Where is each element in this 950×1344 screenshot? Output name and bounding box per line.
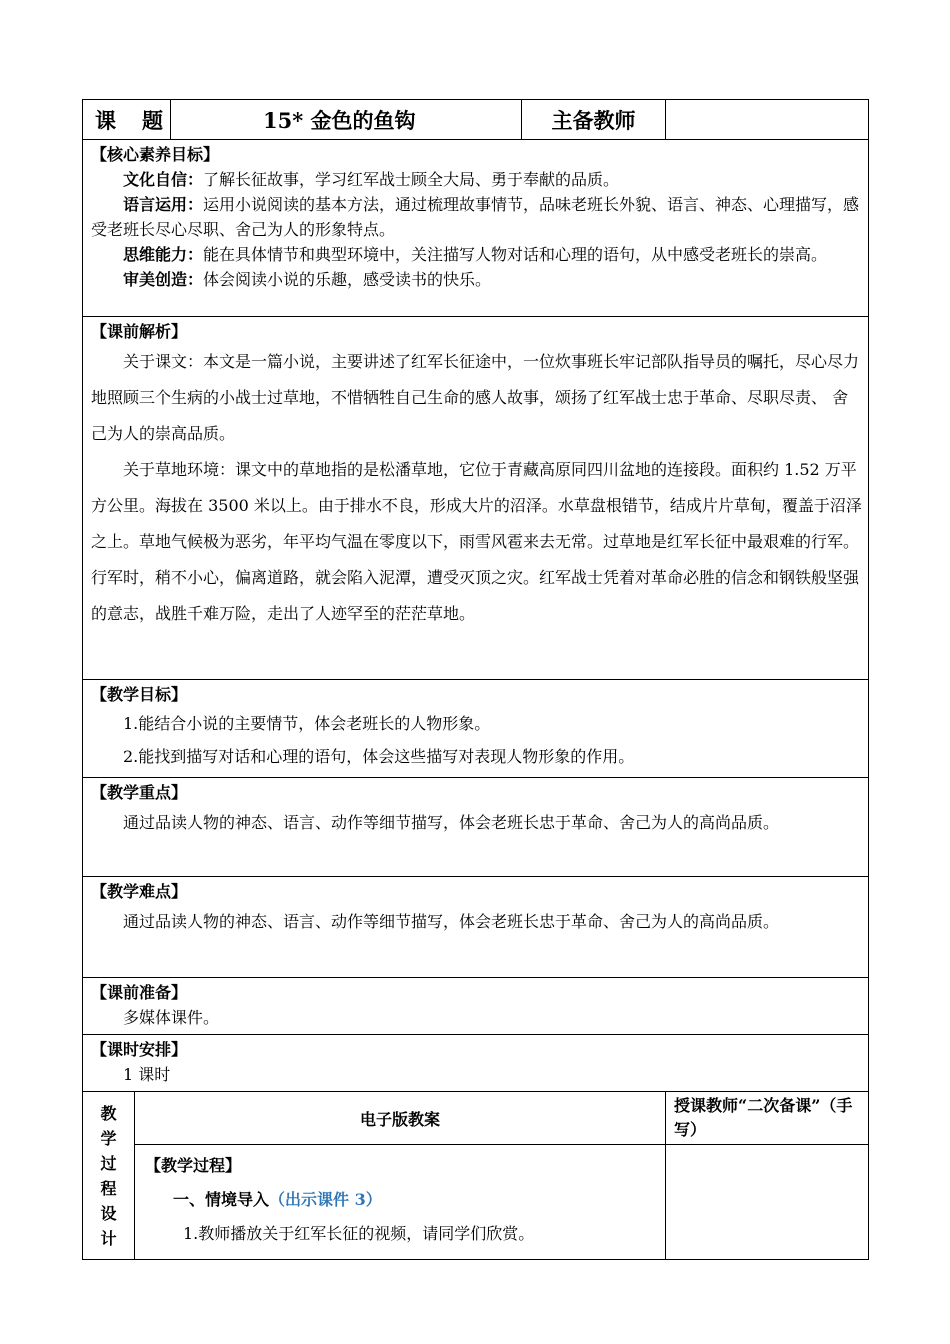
core-goal-item: 语言运用：运用小说阅读的基本方法，通过梳理故事情节，品味老班长外貌、语言、神态、心理描写，感受老班长尽心尽职、舍己为人的形象特点。 xyxy=(91,195,860,239)
handwritten-prep-cell[interactable] xyxy=(666,1145,869,1260)
header-row xyxy=(83,100,869,140)
key-points-text: 通过品读人物的神态、语言、动作等细节描写，体会老班长忠于革命、舍己为人的高尚品质。 xyxy=(123,813,780,832)
prep-cell xyxy=(83,978,869,1035)
process-body-row xyxy=(83,1145,869,1260)
goals-row xyxy=(83,680,869,778)
goals-cell xyxy=(83,680,869,778)
prep-row xyxy=(83,978,869,1035)
topic-value: 15* 金色的鱼钩 xyxy=(171,100,522,140)
process-header-row xyxy=(83,1092,869,1145)
goals-title: 【教学目标】 xyxy=(91,685,188,704)
teacher-label: 主备教师 xyxy=(522,100,666,140)
key-points-row xyxy=(83,778,869,877)
step1-line: 1.教师播放关于红军长征的视频，请同学们欣赏。 xyxy=(183,1224,535,1243)
key-points-cell xyxy=(83,778,869,877)
process-side-label: 教 学 过 程 设 计 xyxy=(83,1092,135,1260)
core-goal-item: 文化自信：了解长征故事，学习红军战士顾全大局、勇于奉献的品质。 xyxy=(123,170,620,189)
core-goal-item: 审美创造：体会阅读小说的乐趣，感受读书的快乐。 xyxy=(123,270,492,289)
goal-item: 1.能结合小说的主要情节，体会老班长的人物形象。 xyxy=(123,714,491,733)
core-goal-item: 思维能力：能在具体情节和典型环境中，关注描写人物对话和心理的语句，从中感受老班长的崇高。 xyxy=(123,245,828,264)
process-body-cell xyxy=(135,1145,666,1260)
handwritten-prep-title: 授课教师“二次备课”（手写） xyxy=(666,1092,869,1145)
topic-label: 课 题 xyxy=(83,100,171,140)
schedule-title: 【课时安排】 xyxy=(91,1040,188,1059)
core-goals-title: 【核心素养目标】 xyxy=(91,145,220,164)
analysis-row xyxy=(83,317,869,680)
schedule-row xyxy=(83,1035,869,1092)
process-section-title: 【教学过程】 xyxy=(145,1156,242,1175)
step1-heading: 一、情境导入（出示课件 3） xyxy=(173,1190,382,1209)
prep-text: 多媒体课件。 xyxy=(123,1008,220,1027)
difficulties-text: 通过品读人物的神态、语言、动作等细节描写，体会老班长忠于革命、舍己为人的高尚品质。 xyxy=(123,912,780,931)
core-goals-cell xyxy=(83,140,869,317)
lesson-plan-page xyxy=(82,99,868,1260)
schedule-text: 1 课时 xyxy=(123,1065,171,1084)
analysis-cell xyxy=(83,317,869,680)
analysis-title: 【课前解析】 xyxy=(91,322,188,341)
key-points-title: 【教学重点】 xyxy=(91,783,188,802)
difficulties-row xyxy=(83,877,869,978)
difficulties-title: 【教学难点】 xyxy=(91,882,188,901)
goal-item: 2.能找到描写对话和心理的语句，体会这些描写对表现人物形象的作用。 xyxy=(123,747,635,766)
analysis-paragraph: 关于课文：本文是一篇小说，主要讲述了红军长征途中，一位炊事班长牢记部队指导员的嘱托，尽心尽力地照顾三个生病的小战士过草地，不惜牺牲自己生命的感人故事，颂扬了红军战士忠于革命、尽职尽责、 舍己为人的崇高品质。 xyxy=(91,352,860,443)
lesson-plan-table xyxy=(82,99,869,1260)
analysis-paragraph: 关于草地环境：课文中的草地指的是松潘草地，它位于青藏高原同四川盆地的连接段。面积约 1.52 万平方公里。海拔在 3500 米以上。由于排水不良，形成大片的沼泽。水草盘根错节，结成片片草甸，覆盖于沼泽之上。草地气候极为恶劣，年平均气温在零度以下，雨雪风雹来去无常。过草地是红军长征中最艰难的行军。行军时，稍不小心，偏离道路，就会陷入泥潭，遭受灭顶之灾。红军战士凭着对革命必胜的信念和钢铁般坚强的意志，战胜千难万险，走出了人迹罕至的茫茫草地。 xyxy=(91,460,862,623)
schedule-cell xyxy=(83,1035,869,1092)
difficulties-cell xyxy=(83,877,869,978)
electronic-plan-title: 电子版教案 xyxy=(135,1092,666,1145)
core-goals-row xyxy=(83,140,869,317)
prep-title: 【课前准备】 xyxy=(91,983,188,1002)
teacher-value[interactable] xyxy=(666,100,869,140)
